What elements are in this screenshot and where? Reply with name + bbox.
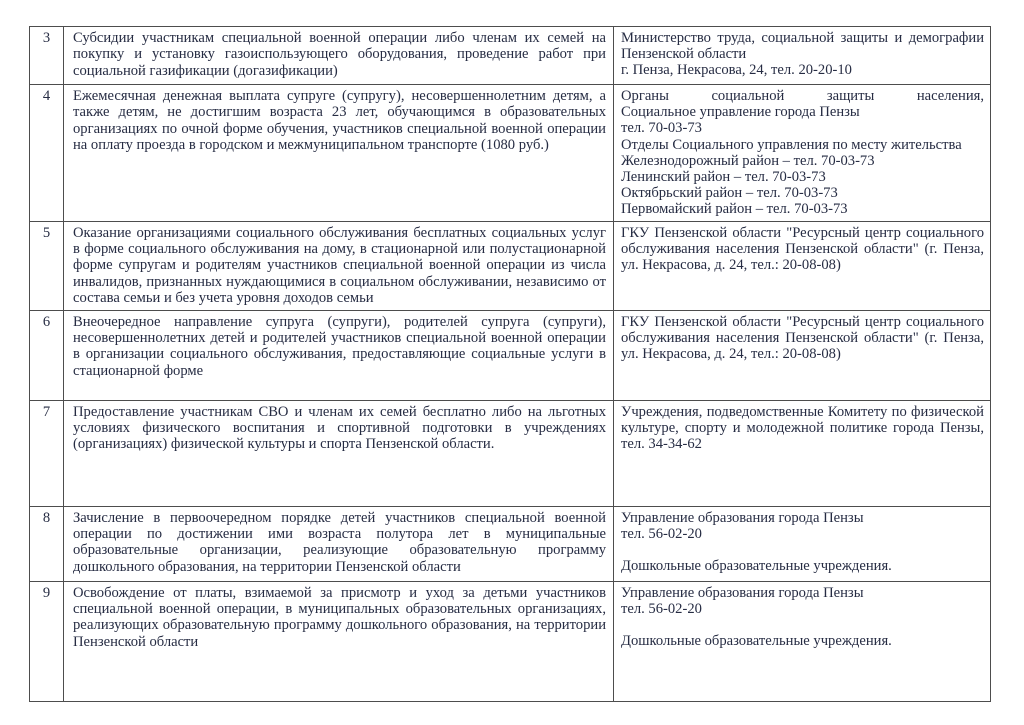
responsible-organization-cell [614, 400, 991, 506]
organization-line: Органы социальной защиты населения, [621, 88, 984, 104]
responsible-organization-cell [614, 221, 991, 310]
responsible-organization-cell [614, 85, 991, 222]
table-row [30, 85, 991, 222]
row-number: 7 [30, 400, 64, 506]
organization-line: Социальное управление города Пензы [621, 104, 860, 121]
organization-line: г. Пенза, Некрасова, 24, тел. 20-20-10 [621, 62, 852, 79]
support-measure-cell: Зачисление в первоочередном порядке детей участников специальной военной операции по достижении ими возраста полутора лет в муниципальные образовательные организации, реализующие образовательную программу дошкольного образования, на территории Пензенской области [64, 506, 614, 581]
row-number: 3 [30, 27, 64, 85]
organization-line: Дошкольные образовательные учреждения. [621, 633, 892, 650]
support-measure-cell: Субсидии участникам специальной военной операции либо членам их семей на покупку и установку газоиспользующего оборудования, проведение работ при социальной газификации (догазификации) [64, 27, 614, 85]
table-row [30, 506, 991, 581]
row-number: 6 [30, 310, 64, 400]
benefits-table [29, 26, 991, 702]
organization-line: тел. 70-03-73 [621, 120, 702, 137]
table-row [30, 27, 991, 85]
organization-line: Министерство труда, социальной защиты и демографии Пензенской области [621, 30, 984, 63]
organization-line: Управление образования города Пензы [621, 584, 864, 601]
responsible-organization-cell [614, 310, 991, 400]
table-row [30, 221, 991, 310]
responsible-organization-cell [614, 27, 991, 85]
blank-line [621, 617, 984, 633]
row-number: 9 [30, 581, 64, 701]
blank-line [621, 542, 984, 558]
responsible-organization-cell [614, 581, 991, 701]
support-measure-cell: Ежемесячная денежная выплата супруге (супругу), несовершеннолетним детям, а также детям, не достигшим возраста 23 лет, обучающимся в образовательных организациях по очной форме обучения, участников специальной военной операции на оплату проезда в городском и межмуниципальном транспорте (1080 руб.) [64, 85, 614, 222]
row-number: 4 [30, 85, 64, 222]
benefits-table-body [30, 27, 991, 702]
organization-line: ГКУ Пензенской области "Ресурсный центр социального обслуживания населения Пензенской области" (г. Пенза, ул. Некрасова, д. 24, тел.: 20-08-08) [621, 313, 984, 363]
organization-line: Октябрьский район – тел. 70-03-73 [621, 185, 838, 202]
organization-line: Ленинский район – тел. 70-03-73 [621, 169, 826, 186]
support-measure-cell: Освобождение от платы, взимаемой за присмотр и уход за детьми участников специальной военной операции, в муниципальных образовательных организациях, реализующих образовательную программу дошкольного образования, на территории Пензенской области [64, 581, 614, 701]
support-measure-cell: Оказание организациями социального обслуживания бесплатных социальных услуг в форме социального обслуживания на дому, в стационарной или полустационарной форме супругам и родителям участников специальной военной операции из числа инвалидов, признанных нуждающимися в социальном обслуживании, независимо от состава семьи и без учета уровня доходов семьи [64, 221, 614, 310]
support-measure-cell: Предоставление участникам СВО и членам их семей бесплатно либо на льготных условиях физического воспитания и спортивной подготовки в учреждениях (организациях) физической культуры и спорта Пензенской области. [64, 400, 614, 506]
organization-line: ГКУ Пензенской области "Ресурсный центр социального обслуживания населения Пензенской области" (г. Пенза, ул. Некрасова, д. 24, тел.: 20-08-08) [621, 224, 984, 274]
organization-line: Первомайский район – тел. 70-03-73 [621, 201, 848, 218]
row-number: 8 [30, 506, 64, 581]
organization-line: Железнодорожный район – тел. 70-03-73 [621, 152, 875, 169]
organization-line: Дошкольные образовательные учреждения. [621, 558, 892, 575]
table-row [30, 581, 991, 701]
table-row [30, 400, 991, 506]
organization-line: Отделы Социального управления по месту жительства [621, 136, 962, 153]
row-number: 5 [30, 221, 64, 310]
table-row [30, 310, 991, 400]
support-measure-cell: Внеочередное направление супруга (супруги), родителей супруга (супруги), несовершеннолетних детей и родителей участников специальной военной операции в организации социального обслуживания, предоставляющие социальные услуги в стационарной форме [64, 310, 614, 400]
organization-line: тел. 56-02-20 [621, 525, 702, 542]
organization-line: тел. 56-02-20 [621, 600, 702, 617]
responsible-organization-cell [614, 506, 991, 581]
organization-line: Управление образования города Пензы [621, 509, 864, 526]
organization-line: Учреждения, подведомственные Комитету по физической культуре, спорту и молодежной политике города Пензы, тел. 34-34-62 [621, 403, 984, 453]
